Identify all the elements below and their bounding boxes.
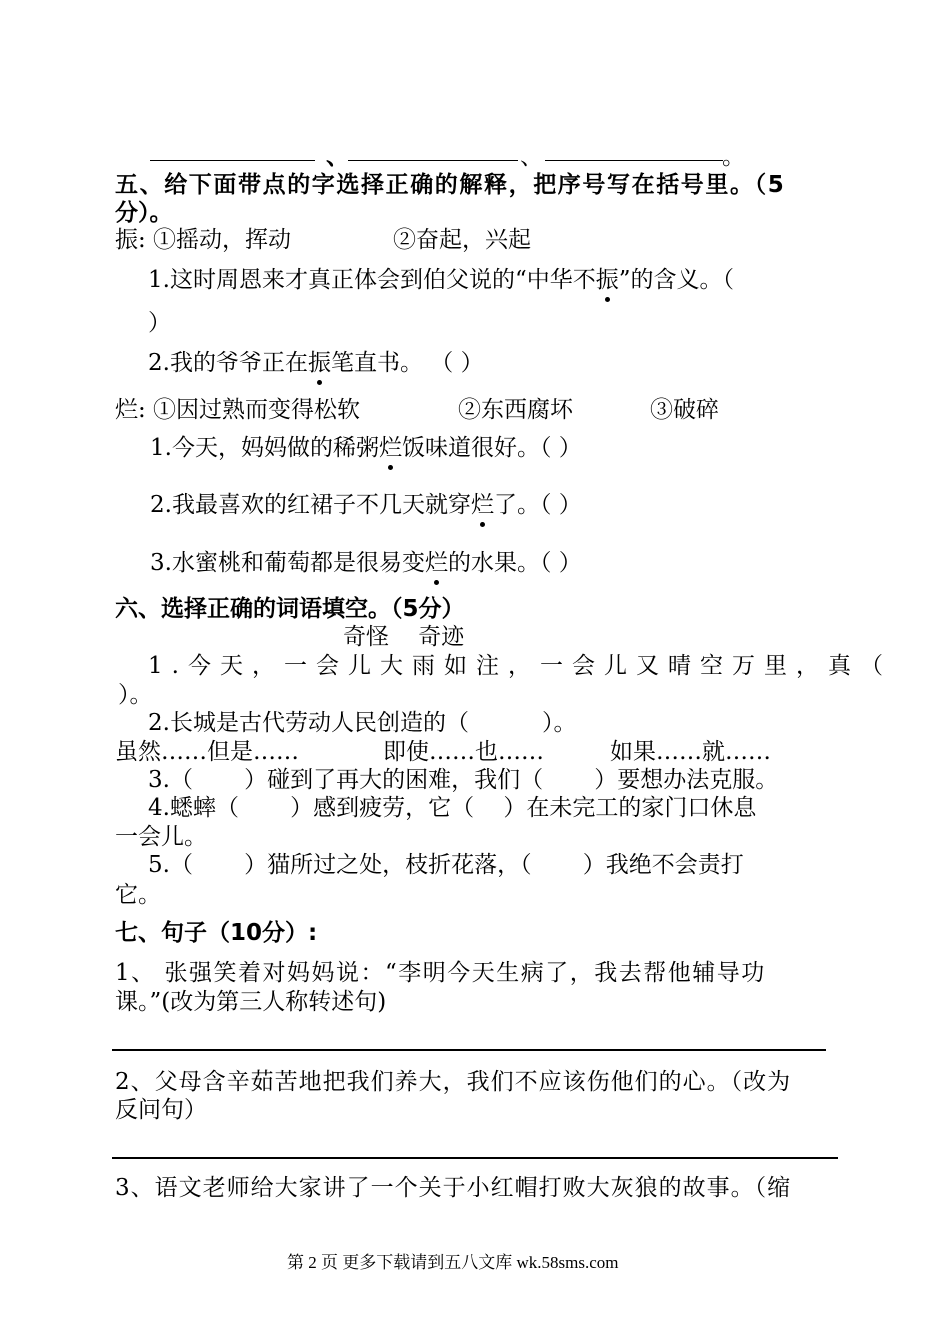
- zhen-question-1-paren: ）: [148, 310, 171, 336]
- section-7-question-2: 2、父母含辛茹苦地把我们养大，我们不应该伤他们的心。（改为: [115, 1069, 792, 1095]
- conjunction-2: 即使……也……: [383, 739, 544, 765]
- section-7-question-3: 3、语文老师给大家讲了一个关于小红帽打败大灰狼的故事。（缩: [115, 1175, 792, 1201]
- question-text: 笔直书。 （ ）: [330, 350, 484, 376]
- separator-comma: 、: [520, 144, 543, 170]
- section-7-title: 七、句子（10分）:: [115, 920, 318, 946]
- section-5-title-cont: 分）。: [115, 200, 173, 226]
- section-7-question-1-end: 课。”(改为第三人称转述句): [115, 989, 387, 1015]
- question-text: 2.我最喜欢的红裙子不几天就穿: [150, 492, 471, 518]
- section-6-title: 六、选择正确的词语填空。（5分）: [115, 596, 465, 622]
- answer-blank-3: [545, 160, 723, 161]
- separator-comma: 、: [326, 144, 349, 170]
- dotted-character: 烂: [424, 550, 448, 576]
- section-5-title: 五、给下面带点的字选择正确的解释，把序号写在括号里。（5: [115, 172, 786, 198]
- question-text: 2.我的爷爷正在: [148, 350, 308, 376]
- conjunction-3: 如果……就……: [610, 739, 771, 765]
- lan-definition-2: ②东西腐坏: [458, 397, 573, 423]
- word-choices: 奇怪 奇迹: [343, 624, 465, 650]
- separator-period: 。: [722, 144, 745, 170]
- question-text: 3.水蜜桃和葡萄都是很易变: [150, 550, 425, 576]
- dotted-character: 振: [307, 350, 331, 376]
- section-6-question-5-end: 它。: [115, 882, 161, 908]
- question-text: 饭味道很好。（ ）: [401, 435, 582, 461]
- question-text: ”的含义。（: [618, 267, 734, 293]
- lan-definition-1: 烂: ①因过熟而变得松软: [115, 397, 361, 423]
- question-text: 1.今天，妈妈做的稀粥: [150, 435, 379, 461]
- zhen-question-1: [148, 265, 734, 295]
- lan-question-1: [150, 433, 582, 463]
- answer-line: [112, 1049, 826, 1051]
- question-text: 了。（ ）: [493, 492, 582, 518]
- lan-question-2: [150, 490, 582, 520]
- section-6-question-2: 2.长城是古代劳动人民创造的（ ）。: [148, 710, 577, 736]
- conjunction-1: 虽然……但是……: [115, 739, 299, 765]
- lan-definition-3: ③破碎: [650, 397, 719, 423]
- section-6-question-5: 5.（ ）猫所过之处，枝折花落，（ ）我绝不会责打: [148, 852, 744, 878]
- section-6-question-1: 1.今天，一会儿大雨如注，一会儿又晴空万里，真（: [148, 653, 892, 679]
- page-footer: 第 2 页 更多下载请到五八文库 wk.58sms.com: [287, 1253, 619, 1272]
- question-text: 的水果。（ ）: [447, 550, 582, 576]
- answer-blank-2: [348, 160, 518, 161]
- dotted-character: 烂: [470, 492, 494, 518]
- answer-blank-1: [150, 160, 315, 161]
- section-7-question-1: 1、 张强笑着对妈妈说：“李明今天生病了，我去帮他辅导功: [115, 960, 766, 986]
- zhen-definition-2: ②奋起，兴起: [393, 227, 531, 253]
- section-6-question-4: 4.蟋蟀（ ）感到疲劳，它（ ）在未完工的家门口休息: [148, 795, 757, 821]
- lan-question-3: [150, 548, 582, 578]
- answer-line: [112, 1157, 838, 1159]
- section-7-question-2-end: 反问句）: [115, 1097, 207, 1123]
- zhen-question-2: [148, 348, 484, 378]
- question-text: 1.这时周恩来才真正体会到伯父说的“中华不: [148, 267, 596, 293]
- dotted-character: 振: [595, 267, 619, 293]
- section-6-question-3: 3.（ ）碰到了再大的困难，我们（ ）要想办法克服。: [148, 767, 779, 793]
- section-6-question-4-end: 一会儿。: [115, 824, 207, 850]
- section-6-question-1-end: ）。: [118, 682, 153, 708]
- zhen-definition: 振: ①摇动，挥动: [115, 227, 292, 253]
- dotted-character: 烂: [378, 435, 402, 461]
